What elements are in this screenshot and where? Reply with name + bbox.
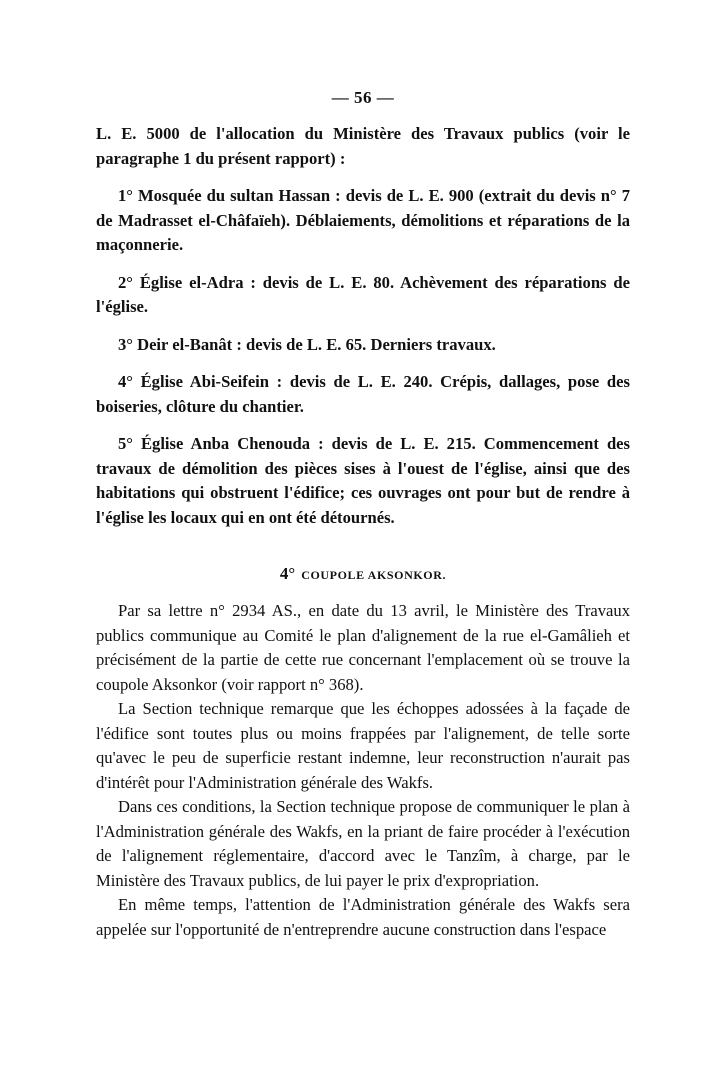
section-body (96, 599, 630, 942)
document-page (96, 88, 630, 942)
list-item: 1° Mosquée du sultan Hassan : devis de L. E. 900 (extrait du devis n° 7 de Madrasset el-Châfaïeh). Déblaiements, démolitions et réparations de la maçonnerie. (96, 186, 630, 254)
list-item: 3° Deir el-Banât : devis de L. E. 65. Derniers travaux. (118, 334, 496, 354)
list-item: 4° Église Abi-Seifein : devis de L. E. 240. Crépis, dallages, pose des boiseries, clôture du chantier. (96, 372, 630, 416)
list-item: 2° Église el-Adra : devis de L. E. 80. Achèvement des réparations de l'église. (96, 272, 630, 316)
intro-paragraph: L. E. 5000 de l'allocation du Ministère des Travaux publics (voir le paragraphe 1 du présent rapport) : (96, 124, 630, 168)
section-number: 4° (279, 564, 296, 583)
page-number: — 56 — (331, 88, 395, 107)
list-item: 5° Église Anba Chenouda : devis de L. E. 215. Commencement des travaux de démolition des pièces sises à l'ouest de l'église, ainsi que des habitations qui obstruent l'édifice; ces ouvrages ont pour but de rendre à l'église les locaux qui en ont été détournés. (96, 434, 630, 527)
section-title: COUPOLE AKSONKOR. (301, 568, 447, 582)
work-list (96, 122, 630, 530)
body-paragraph: La Section technique remarque que les échoppes adossées à la façade de l'édifice sont toutes plus ou moins frappées par l'alignement, de telle sorte qu'avec le peu de superficie restant indemne, leur reconstruction n'aurait pas d'intérêt pour l'Administration générale des Wakfs. (96, 699, 630, 792)
body-paragraph: Dans ces conditions, la Section technique propose de communiquer le plan à l'Administration générale des Wakfs, en la priant de faire procéder à l'exécution de l'alignement réglementaire, d'accord avec le Tanzîm, à charge, par le Ministère des Travaux publics, de lui payer le prix d'expropriation. (96, 797, 630, 890)
body-paragraph: Par sa lettre n° 2934 AS., en date du 13 avril, le Ministère des Travaux publics communique au Comité le plan d'alignement de la rue el-Gamâlieh et précisément de la partie de cette rue concernant l'emplacement où se trouve la coupole Aksonkor (voir rapport n° 368). (96, 601, 630, 694)
body-paragraph: En même temps, l'attention de l'Administration générale des Wakfs sera appelée sur l'opportunité de n'entreprendre aucune construction dans l'espace (96, 895, 630, 939)
section-heading (96, 564, 630, 584)
